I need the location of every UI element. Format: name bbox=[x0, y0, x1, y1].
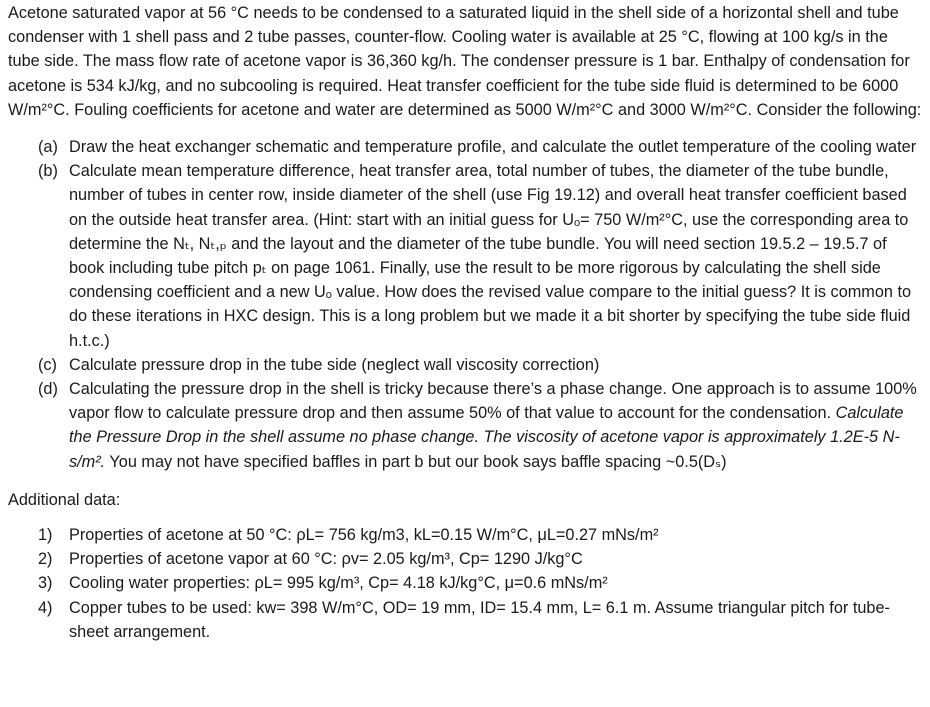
item-marker: 3) bbox=[38, 574, 53, 593]
additional-data-heading: Additional data: bbox=[8, 490, 121, 509]
item-marker: 4) bbox=[38, 598, 53, 617]
part-italic-text: Calculate the Pressure Drop in the shell assume no phase change. The viscosity of acetone vapor is approximately 1.2E-5 N-s/m². bbox=[69, 404, 904, 471]
part-marker: (a) bbox=[38, 138, 58, 157]
item-text: Cooling water properties: ρL= 995 kg/m³, Cp= 4.18 kJ/kg°C, μ=0.6 mNs/m² bbox=[69, 574, 608, 593]
question-part-c bbox=[8, 353, 922, 377]
question-parts-list bbox=[8, 135, 922, 474]
part-text-after: You may not have specified baffles in part b but our book says baffle spacing ~0.5(Dₛ) bbox=[105, 452, 727, 471]
additional-data-item bbox=[8, 596, 922, 644]
question-part-a bbox=[8, 135, 922, 159]
item-text: Properties of acetone vapor at 60 °C: ρv= 2.05 kg/m³, Cp= 1290 J/kg°C bbox=[69, 550, 583, 569]
additional-data-item bbox=[8, 571, 922, 595]
additional-data-item bbox=[8, 523, 922, 547]
item-marker: 1) bbox=[38, 526, 53, 545]
additional-data-list bbox=[8, 523, 922, 644]
item-text: Properties of acetone at 50 °C: ρL= 756 kg/m3, kL=0.15 W/m°C, μL=0.27 mNs/m² bbox=[69, 526, 659, 545]
problem-intro: Acetone saturated vapor at 56 °C needs to be condensed to a saturated liquid in the shell side of a horizontal shell and tube condenser with 1 shell pass and 2 tube passes, counter-flow. Cooling water is available at 25 °C, flowing at 100 kg/s in the tube side. The mass flow rate of acetone vapor is 36,360 kg/h. The condenser pressure is 1 bar. Enthalpy of condensation for acetone is 534 kJ/kg, and no subcooling is required. Heat transfer coefficient for the tube side fluid is determined to be 6000 W/m²°C. Fouling coefficients for acetone and water are determined as 5000 W/m²°C and 3000 W/m²°C. Consider the following: bbox=[8, 4, 922, 119]
part-marker: (c) bbox=[38, 355, 57, 374]
item-text: Copper tubes to be used: kw= 398 W/m°C, OD= 19 mm, ID= 15.4 mm, L= 6.1 m. Assume triangular pitch for tube-sheet arrangement. bbox=[69, 598, 890, 641]
part-text: Calculate pressure drop in the tube side (neglect wall viscosity correction) bbox=[69, 355, 600, 374]
question-part-b bbox=[8, 159, 922, 353]
part-text: Calculate mean temperature difference, heat transfer area, total number of tubes, the diameter of the tube bundle, number of tubes in center row, inside diameter of the shell (use Fig 19.12) and overall heat transfer coefficient based on the outside heat transfer area. (Hint: start with an initial guess for Uₒ= 750 W/m²°C, use the corresponding area to determine the Nₜ, Nₜ,ₚ and the layout and the diameter of the tube bundle. You will need section 19.5.2 – 19.5.7 of book including tube pitch pₜ on page 1061. Finally, use the result to be more rigorous by calculating the shell side condensing coefficient and a new Uₒ value. How does the revised value compare to the initial guess? It is common to do these iterations in HXC design. This is a long problem but we made it a bit shorter by specifying the tube side fluid h.t.c.) bbox=[69, 162, 912, 350]
item-marker: 2) bbox=[38, 550, 53, 569]
part-text: Draw the heat exchanger schematic and temperature profile, and calculate the outlet temperature of the cooling water bbox=[69, 138, 917, 157]
problem-document bbox=[8, 1, 922, 644]
part-marker: (b) bbox=[38, 162, 58, 181]
question-part-d bbox=[8, 377, 922, 474]
part-marker: (d) bbox=[38, 380, 58, 399]
additional-data-item bbox=[8, 547, 922, 571]
part-text: Calculating the pressure drop in the shell is tricky because there’s a phase change. One approach is to assume 100% vapor flow to calculate pressure drop and then assume 50% of that value to account for the condensation. bbox=[69, 380, 917, 423]
